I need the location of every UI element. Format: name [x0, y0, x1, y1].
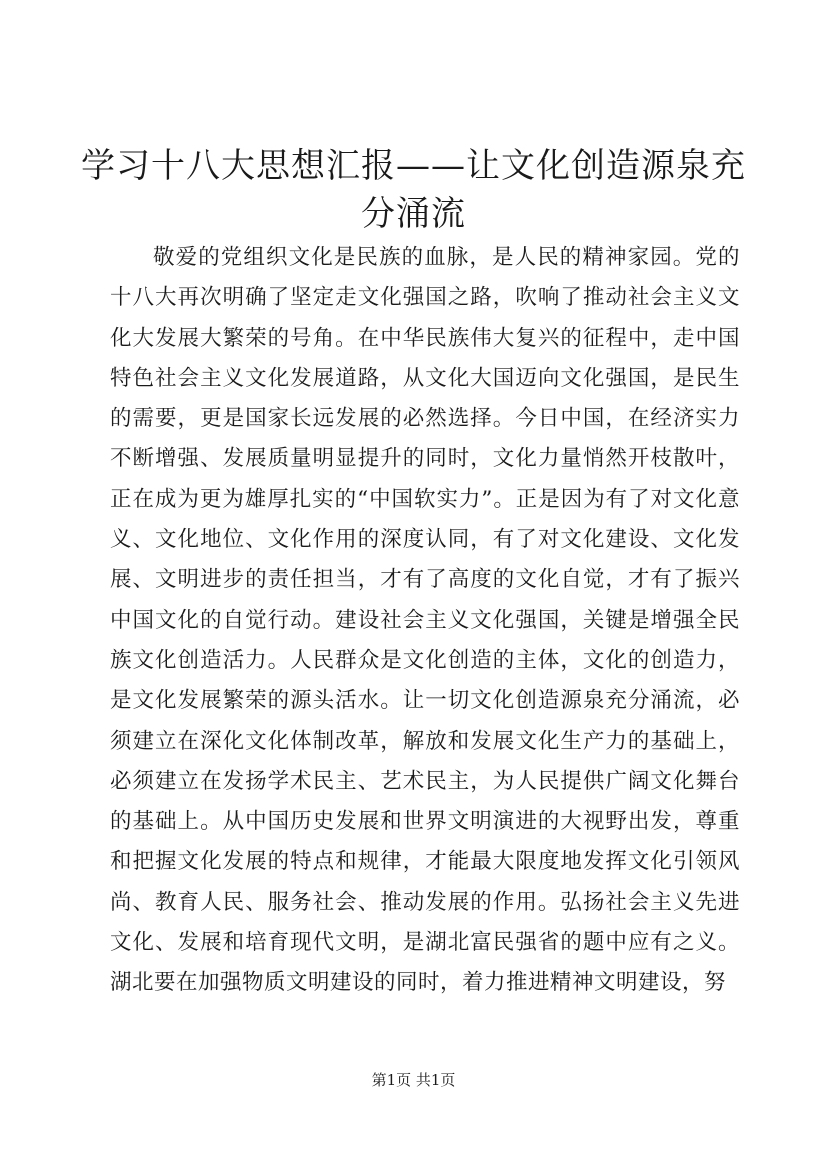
body-paragraph: 敬爱的党组织文化是民族的血脉，是人民的精神家园。党的十八大再次明确了坚定走文化强国之路，吹响了推动社会主义文化大发展大繁荣的号角。在中华民族伟大复兴的征程中，走中国特色社会主义文化发展道路，从文化大国迈向文化强国，是民生的需要，更是国家长远发展的必然选择。今日中国，在经济实力不断增强、发展质量明显提升的同时，文化力量悄然开枝散叶，正在成为更为雄厚扎实的“中国软实力”。正是因为有了对文化意义、文化地位、文化作用的深度认同，有了对文化建设、文化发展、文明进步的责任担当，才有了高度的文化自觉，才有了振兴中国文化的自觉行动。建设社会主义文化强国，关键是增强全民族文化创造活力。人民群众是文化创造的主体，文化的创造力，是文化发展繁荣的源头活水。让一切文化创造源泉充分涌流，必须建立在深化文化体制改革，解放和发展文化生产力的基础上，必须建立在发扬学术民主、艺术民主，为人民提供广阔文化舞台的基础上。从中国历史发展和世界文明演进的大视野出发，尊重和把握文化发展的特点和规律，才能最大限度地发挥文化引领风尚、教育人民、服务社会、推动发展的作用。弘扬社会主义先进文化、发展和培育现代文明，是湖北富民强省的题中应有之义。湖北要在加强物质文明建设的同时，着力推进精神文明建设，努 [110, 245, 740, 996]
document-title: 学习十八大思想汇报——让文化创造源泉充分涌流 [81, 146, 746, 234]
page-number-footer: 第1页 共1页 [371, 1071, 456, 1089]
